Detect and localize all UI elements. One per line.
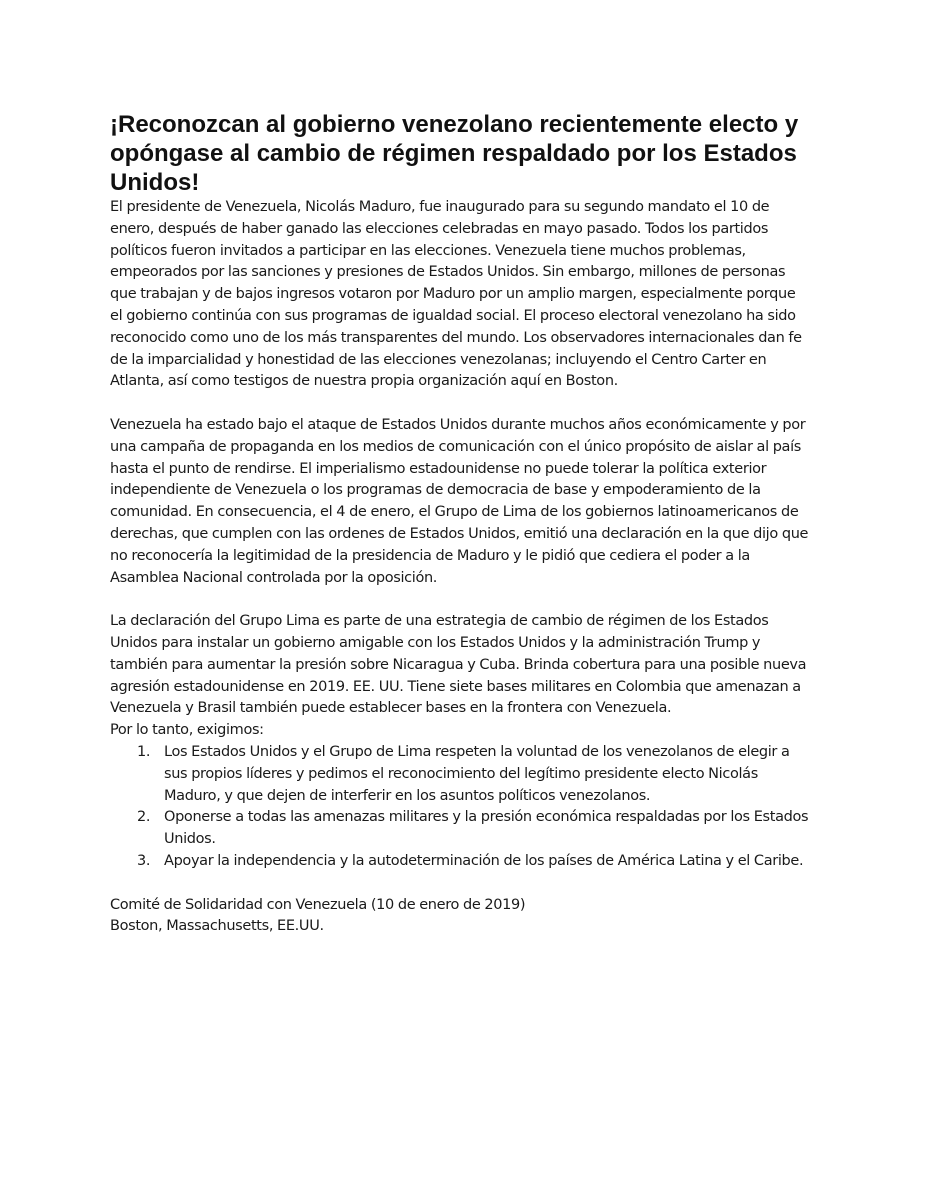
- list-item: [110, 742, 810, 807]
- signoff: [110, 895, 810, 939]
- document-page: [110, 110, 810, 938]
- signoff-organization: Comité de Solidaridad con Venezuela (10 de enero de 2019): [110, 896, 526, 913]
- list-item-text: Los Estados Unidos y el Grupo de Lima respeten la voluntad de los venezolanos de elegir a sus propios líderes y pedimos el reconocimiento del legítimo presidente electo Nicolás Maduro, y que dejen de interferir en los asuntos políticos venezolanos.: [164, 743, 790, 804]
- document-title: ¡Reconozcan al gobierno venezolano recientemente electo y opóngase al cambio de régimen respaldado por los Estados Unidos!: [110, 111, 799, 196]
- demands-intro: Por lo tanto, exigimos:: [110, 722, 264, 739]
- paragraph-spacer: [110, 589, 810, 611]
- signoff-location: Boston, Massachusetts, EE.UU.: [110, 918, 324, 935]
- paragraph-2: Venezuela ha estado bajo el ataque de Estados Unidos durante muchos años económicamente y por una campaña de propaganda en los medios de comunicación con el único propósito de aislar al país hasta el punto de rendirse. El imperialismo estadounidense no puede tolerar la política exterior independiente de Venezuela o los programas de democracia de base y empoderamiento de la comunidad. En consecuencia, el 4 de enero, el Grupo de Lima de los gobiernos latinoamericanos de derechas, que cumplen con las ordenes de Estados Unidos, emitió una declaración en la que dijo que no reconocería la legitimidad de la presidencia de Maduro y le pidió que cediera el poder a la Asamblea Nacional controlada por la oposición.: [110, 416, 809, 586]
- list-item-text: Oponerse a todas las amenazas militares y la presión económica respaldadas por los Estados Unidos.: [164, 809, 809, 848]
- list-item: [110, 807, 810, 851]
- paragraph-3: La declaración del Grupo Lima es parte de una estrategia de cambio de régimen de los Estados Unidos para instalar un gobierno amigable con los Estados Unidos y la administración Trump y también para aumentar la presión sobre Nicaragua y Cuba. Brinda cobertura para una posible nueva agresión estadounidense en 2019. EE. UU. Tiene siete bases militares en Colombia que amenazan a Venezuela y Brasil también puede establecer bases en la frontera con Venezuela.: [110, 613, 807, 717]
- paragraph-spacer: [110, 393, 810, 415]
- list-item: [110, 851, 810, 873]
- list-item-number: 2.: [137, 809, 151, 826]
- demands-list: [110, 742, 810, 873]
- paragraph-1: El presidente de Venezuela, Nicolás Maduro, fue inaugurado para su segundo mandato el 10 de enero, después de haber ganado las elecciones celebradas en mayo pasado. Todos los partidos políticos fueron invitados a participar en las elecciones. Venezuela tiene muchos problemas, empeorados por las sanciones y presiones de Estados Unidos. Sin embargo, millones de personas que trabajan y de bajos ingresos votaron por Maduro por un amplio margen, especialmente porque el gobierno continúa con sus programas de igualdad social. El proceso electoral venezolano ha sido reconocido como uno de los más transparentes del mundo. Los observadores internacionales dan fe de la imparcialidad y honestidad de las elecciones venezolanas; incluyendo el Centro Carter en Atlanta, así como testigos de nuestra propia organización aquí en Boston.: [110, 199, 802, 390]
- paragraph-spacer: [110, 873, 810, 895]
- list-item-text: Apoyar la independencia y la autodeterminación de los países de América Latina y el Caribe.: [164, 852, 804, 869]
- list-item-number: 1.: [137, 743, 151, 760]
- list-item-number: 3.: [137, 852, 151, 869]
